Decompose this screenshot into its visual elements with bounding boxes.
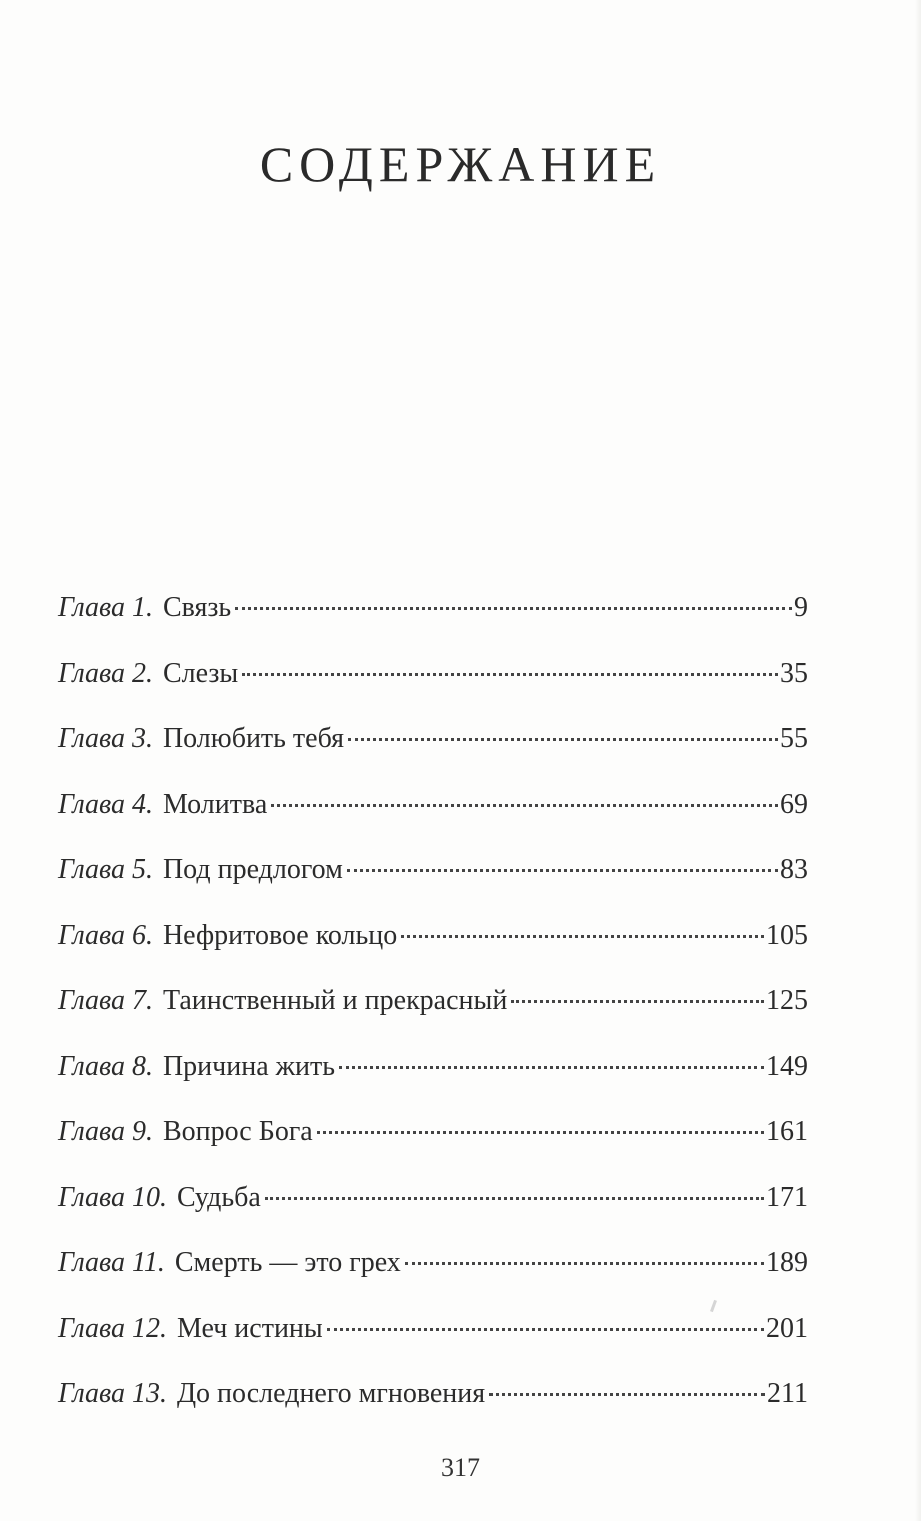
chapter-page-number: 35 <box>780 657 808 689</box>
chapter-page-number: 125 <box>766 985 808 1016</box>
chapter-title: Вопрос Бога <box>162 1116 313 1147</box>
chapter-page-number: 105 <box>766 919 808 951</box>
toc-entry-7 <box>58 981 808 1047</box>
toc-entry-12 <box>58 1309 808 1375</box>
page-edge-shadow <box>915 0 921 1521</box>
dot-leader <box>511 1000 764 1003</box>
page-number: 317 <box>441 1453 480 1482</box>
toc-entry-9 <box>58 1112 808 1178</box>
chapter-label: Глава 6. <box>58 919 153 951</box>
chapter-title: Причина жить <box>162 1050 335 1082</box>
chapter-page-number: 171 <box>766 1181 808 1213</box>
dot-leader <box>317 1131 764 1134</box>
chapter-page-number: 201 <box>766 1312 808 1344</box>
chapter-page-number: 83 <box>780 854 808 885</box>
dot-leader <box>271 804 778 807</box>
dot-leader <box>339 1066 764 1069</box>
chapter-title: До последнего мгновения <box>176 1378 486 1409</box>
dot-leader <box>401 935 764 938</box>
chapter-page-number: 69 <box>780 788 808 820</box>
chapter-label: Глава 1. <box>58 592 153 623</box>
chapter-label: Глава 9. <box>58 1116 153 1147</box>
toc-entry-11 <box>58 1243 808 1309</box>
chapter-title: Молитва <box>162 788 268 820</box>
dot-leader <box>489 1393 765 1396</box>
toc-entry-4 <box>58 785 808 851</box>
chapter-label: Глава 13. <box>58 1378 167 1409</box>
dot-leader <box>235 607 792 610</box>
chapter-label: Глава 5. <box>58 854 153 885</box>
chapter-title: Полюбить тебя <box>162 723 345 754</box>
toc-entry-8 <box>58 1047 808 1113</box>
chapter-page-number: 149 <box>766 1050 808 1082</box>
dot-leader <box>265 1197 764 1200</box>
chapter-page-number: 189 <box>766 1247 808 1278</box>
chapter-label: Глава 10. <box>58 1181 167 1213</box>
chapter-label: Глава 3. <box>58 723 153 754</box>
dot-leader <box>327 1328 764 1331</box>
chapter-label: Глава 12. <box>58 1312 167 1344</box>
toc-entry-13 <box>58 1374 808 1440</box>
dot-leader <box>242 673 778 676</box>
chapter-title: Нефритовое кольцо <box>162 919 398 951</box>
chapter-title: Слезы <box>162 657 239 689</box>
toc-entry-5 <box>58 850 808 916</box>
chapter-title: Под предлогом <box>162 854 343 885</box>
chapter-label: Глава 11. <box>58 1247 165 1278</box>
chapter-title: Связь <box>162 592 232 623</box>
chapter-title: Смерть — это грех <box>174 1247 401 1278</box>
chapter-title: Таинственный и прекрасный <box>162 985 508 1016</box>
chapter-page-number: 211 <box>767 1378 808 1409</box>
chapter-label: Глава 4. <box>58 788 153 820</box>
chapter-label: Глава 7. <box>58 985 153 1016</box>
table-of-contents <box>58 588 808 1440</box>
toc-entry-2 <box>58 654 808 720</box>
chapter-label: Глава 2. <box>58 657 153 689</box>
dot-leader <box>348 738 778 741</box>
dot-leader <box>347 869 778 872</box>
toc-entry-1 <box>58 588 808 654</box>
dot-leader <box>405 1262 764 1265</box>
chapter-page-number: 161 <box>766 1116 808 1147</box>
chapter-label: Глава 8. <box>58 1050 153 1082</box>
contents-heading: СОДЕРЖАНИЕ <box>259 136 662 192</box>
toc-entry-10 <box>58 1178 808 1244</box>
chapter-page-number: 9 <box>794 592 808 623</box>
toc-entry-3 <box>58 719 808 785</box>
chapter-page-number: 55 <box>780 723 808 754</box>
chapter-title: Судьба <box>176 1181 261 1213</box>
toc-entry-6 <box>58 916 808 982</box>
chapter-title: Меч истины <box>176 1312 323 1344</box>
